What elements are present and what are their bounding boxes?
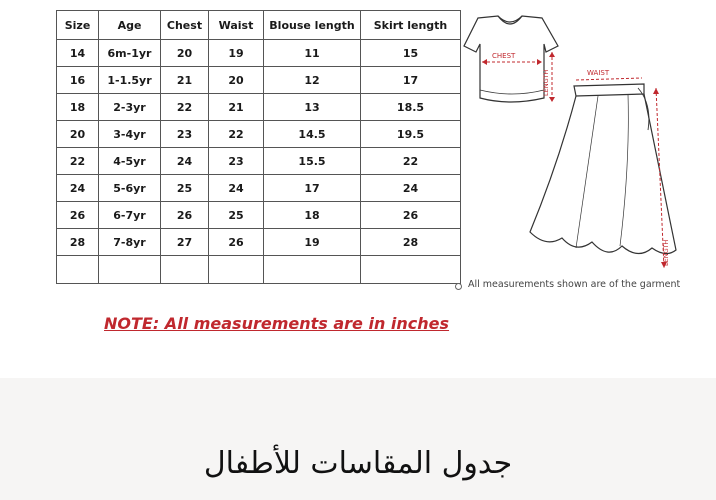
table-row [57, 175, 461, 202]
table-cell: 4-5yr [99, 148, 161, 175]
table-cell: 17 [361, 67, 461, 94]
table-cell: 1-1.5yr [99, 67, 161, 94]
table-cell [361, 256, 461, 284]
table-cell: 17 [264, 175, 361, 202]
column-header: Skirt length [361, 11, 461, 40]
chest-measure [482, 52, 542, 65]
blouse-length-label: LENGTH [542, 69, 550, 96]
table-row [57, 256, 461, 284]
table-cell: 26 [57, 202, 99, 229]
skirt-drawing [530, 84, 676, 254]
table-cell: 28 [57, 229, 99, 256]
table-cell: 15.5 [264, 148, 361, 175]
garment-diagram [458, 14, 688, 294]
table-cell: 20 [57, 121, 99, 148]
table-cell: 21 [209, 94, 264, 121]
table-cell: 24 [57, 175, 99, 202]
table-cell: 26 [361, 202, 461, 229]
table-cell [57, 256, 99, 284]
garment-caption: All measurements shown are of the garment [468, 279, 681, 290]
table-cell: 22 [161, 94, 209, 121]
page-title-arabic: جدول المقاسات للأطفال [203, 446, 513, 481]
table-cell: 26 [161, 202, 209, 229]
table-cell [161, 256, 209, 284]
table-cell: 23 [161, 121, 209, 148]
table-cell: 16 [57, 67, 99, 94]
table-cell: 19 [264, 229, 361, 256]
caption-bullet [455, 283, 462, 290]
table-cell: 11 [264, 40, 361, 67]
table-cell: 6m-1yr [99, 40, 161, 67]
table-cell: 21 [161, 67, 209, 94]
table-cell: 24 [209, 175, 264, 202]
table-cell: 25 [161, 175, 209, 202]
table-cell [264, 256, 361, 284]
table-row [57, 229, 461, 256]
table-row [57, 67, 461, 94]
column-header: Size [57, 11, 99, 40]
table-row [57, 148, 461, 175]
table-cell: 19 [209, 40, 264, 67]
table-cell: 20 [161, 40, 209, 67]
waist-label: WAIST [587, 69, 610, 77]
skirt-length-label: LENGTH [662, 239, 670, 266]
table-cell: 19.5 [361, 121, 461, 148]
table-cell: 14.5 [264, 121, 361, 148]
table-cell: 7-8yr [99, 229, 161, 256]
table-cell: 22 [57, 148, 99, 175]
table-cell: 13 [264, 94, 361, 121]
table-cell [209, 256, 264, 284]
table-row [57, 121, 461, 148]
table-cell: 22 [209, 121, 264, 148]
column-header: Waist [209, 11, 264, 40]
table-cell: 26 [209, 229, 264, 256]
size-chart-table [56, 10, 461, 284]
table-cell: 18 [57, 94, 99, 121]
waist-measure [576, 69, 642, 80]
table-cell: 25 [209, 202, 264, 229]
table-body [57, 40, 461, 284]
table-row [57, 40, 461, 67]
table-cell: 14 [57, 40, 99, 67]
table-header-row [57, 11, 461, 40]
table-cell: 3-4yr [99, 121, 161, 148]
column-header: Chest [161, 11, 209, 40]
column-header: Blouse length [264, 11, 361, 40]
table-cell: 5-6yr [99, 175, 161, 202]
table-cell: 28 [361, 229, 461, 256]
table-cell: 23 [209, 148, 264, 175]
table-cell: 24 [361, 175, 461, 202]
table-cell [99, 256, 161, 284]
measurement-note: NOTE: All measurements are in inches [104, 314, 450, 333]
table-cell: 27 [161, 229, 209, 256]
chest-label: CHEST [492, 52, 516, 60]
table-cell: 6-7yr [99, 202, 161, 229]
caption-area [0, 378, 716, 500]
table-cell: 15 [361, 40, 461, 67]
table-cell: 18.5 [361, 94, 461, 121]
table-cell: 18 [264, 202, 361, 229]
table-row [57, 94, 461, 121]
column-header: Age [99, 11, 161, 40]
table-cell: 24 [161, 148, 209, 175]
table-row [57, 202, 461, 229]
table-cell: 20 [209, 67, 264, 94]
table-cell: 2-3yr [99, 94, 161, 121]
table-cell: 22 [361, 148, 461, 175]
table-cell: 12 [264, 67, 361, 94]
